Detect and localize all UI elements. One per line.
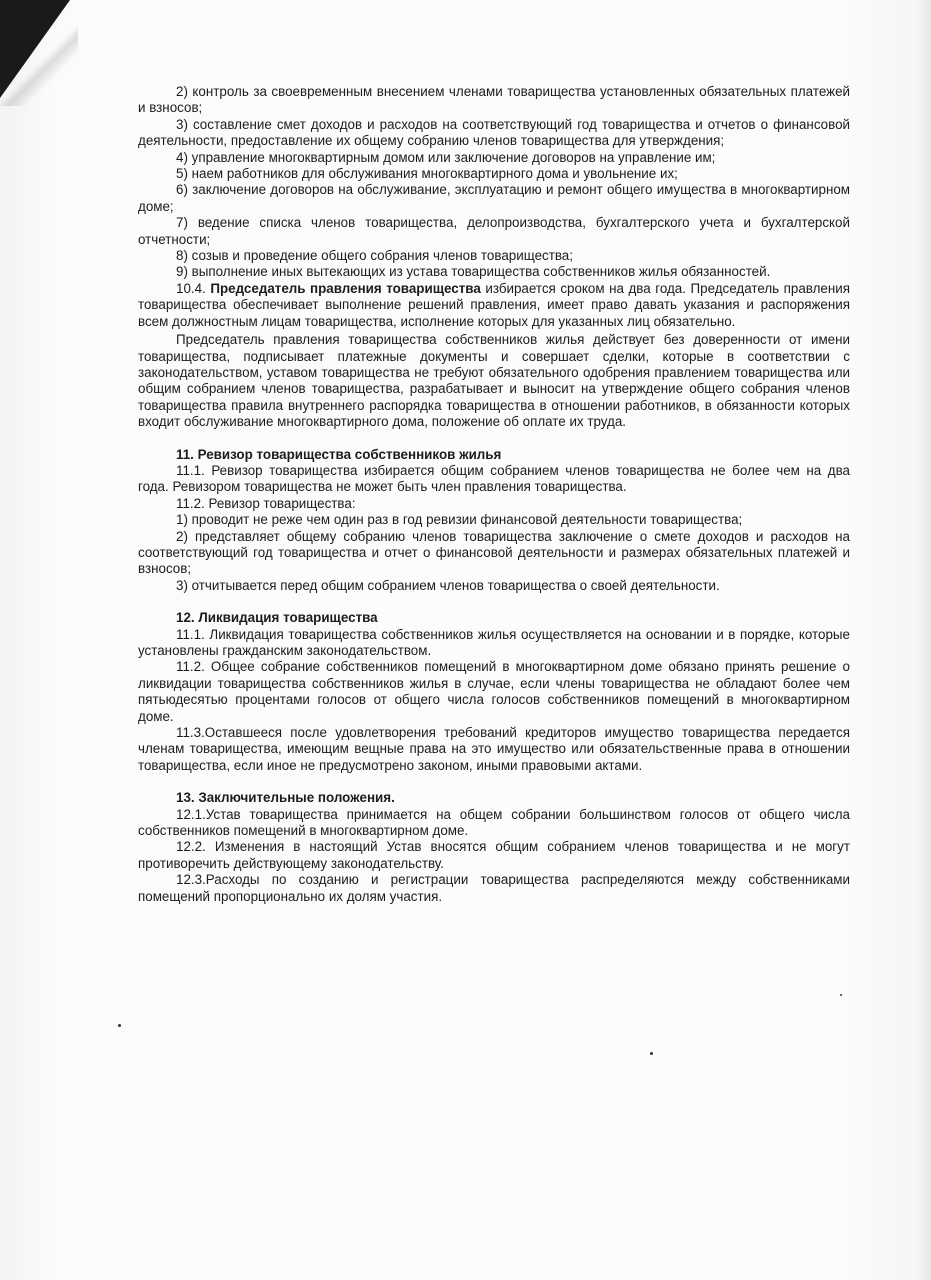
list-item: 9) выполнение иных вытекающих из устава товарищества собственников жилья обязанностей.	[176, 264, 771, 280]
section-heading-13: 13. Заключительные положения.	[176, 790, 395, 806]
paragraph: 12.1.Устав товарищества принимается на общем собрании большинством голосов от общего числа собственников помещений в многоквартирном доме.	[138, 806, 850, 839]
paragraph: 12.2. Изменения в настоящий Устав вносятся общим собранием членов товарищества и не могут противоречить действующему законодательству.	[138, 839, 850, 871]
list-item: 1) проводит не реже чем один раз в год ревизии финансовой деятельности товарищества;	[176, 512, 743, 528]
paragraph: 12.3.Расходы по созданию и регистрации товарищества распределяются между собственниками помещений пропорционально их долям участия.	[138, 872, 850, 904]
scan-speck	[650, 1052, 653, 1055]
document-body	[138, 84, 850, 905]
list-item: 7) ведение списка членов товарищества, делопроизводства, бухгалтерского учета и бухгалтерской отчетности;	[138, 215, 850, 247]
list-item: 6) заключение договоров на обслуживание, эксплуатацию и ремонт общего имущества в многоквартирном доме;	[138, 182, 850, 214]
paragraph: 11.1. Ревизор товарищества избирается общим собранием членов товарищества не более чем на два года. Ревизором товарищества не может быть член правления товарищества.	[138, 462, 850, 495]
paragraph: 11.3.Оставшееся после удовлетворения требований кредиторов имущество товарищества передается членам товарищества, имеющим вещные права на это имущество или обязательственные права в отношении товарищества, если иное не предусмотрено законом, иными правовыми актами.	[138, 725, 850, 773]
paragraph: 11.1. Ликвидация товарищества собственников жилья осуществляется на основании и в порядке, которые установлены гражданским законодательством.	[138, 626, 850, 658]
section-heading-12: 12. Ликвидация товарищества	[176, 610, 378, 626]
clause-text: избирается сроком на два года. Председатель правления товарищества обеспечивает выполнение решений правления, имеет право давать указания и распоряжения всем должностным лицам товарищества, исполнение которых для указанных лиц обязательно.	[138, 280, 850, 329]
paragraph-10-4	[138, 281, 850, 330]
list-item: 5) наем работников для обслуживания многоквартирного дома и увольнение их;	[176, 166, 678, 182]
clause-number: 10.4.	[176, 280, 206, 296]
scan-speck	[840, 994, 842, 996]
paragraph: Председатель правления товарищества собственников жилья действует без доверенности от имени товарищества, подписывает платежные документы и совершает сделки, которые в соответствии с законодательством, уставом товарищества не требуют обязательного одобрения правлением товарищества или общим собранием членов товарищества, разрабатывает и выносит на утверждение общего собрания членов товарищества правила внутреннего распорядка товарищества в отношении работников, в обязанности которых входит обслуживание многоквартирного дома, положение об оплате их труда.	[138, 332, 850, 430]
list-item: 8) созыв и проведение общего собрания членов товарищества;	[176, 248, 573, 264]
page-edge-shadow	[917, 0, 931, 1280]
list-item: 2) контроль за своевременным внесением членами товарищества установленных обязательных платежей и взносов;	[138, 84, 850, 116]
paragraph: 11.2. Общее собрание собственников помещений в многоквартирном доме обязано принять решение о ликвидации товарищества собственников жилья в случае, если члены товарищества не обладают более чем пятьюдесятью процентами голосов от общего числа голосов собственников помещений в многоквартирном доме.	[138, 659, 850, 724]
paragraph: 11.2. Ревизор товарищества:	[176, 495, 356, 511]
list-item: 2) представляет общему собранию членов товарищества заключение о смете доходов и расходов на соответствующий год товарищества и отчет о финансовой деятельности и размерах обязательных платежей и взносов;	[138, 528, 850, 577]
corner-shadow	[0, 0, 78, 106]
list-item: 3) составление смет доходов и расходов на соответствующий год товарищества и отчетов о финансовой деятельности, предоставление их общему собранию членов товарищества для утверждения;	[138, 116, 850, 149]
clause-title: Председатель правления товарищества	[210, 280, 481, 296]
list-item: 4) управление многоквартирным домом или заключение договоров на управление им;	[176, 149, 716, 165]
scan-speck	[118, 1024, 121, 1027]
list-item: 3) отчитывается перед общим собранием членов товарищества о своей деятельности.	[176, 577, 720, 593]
section-heading-11: 11. Ревизор товарищества собственников жилья	[176, 446, 502, 462]
